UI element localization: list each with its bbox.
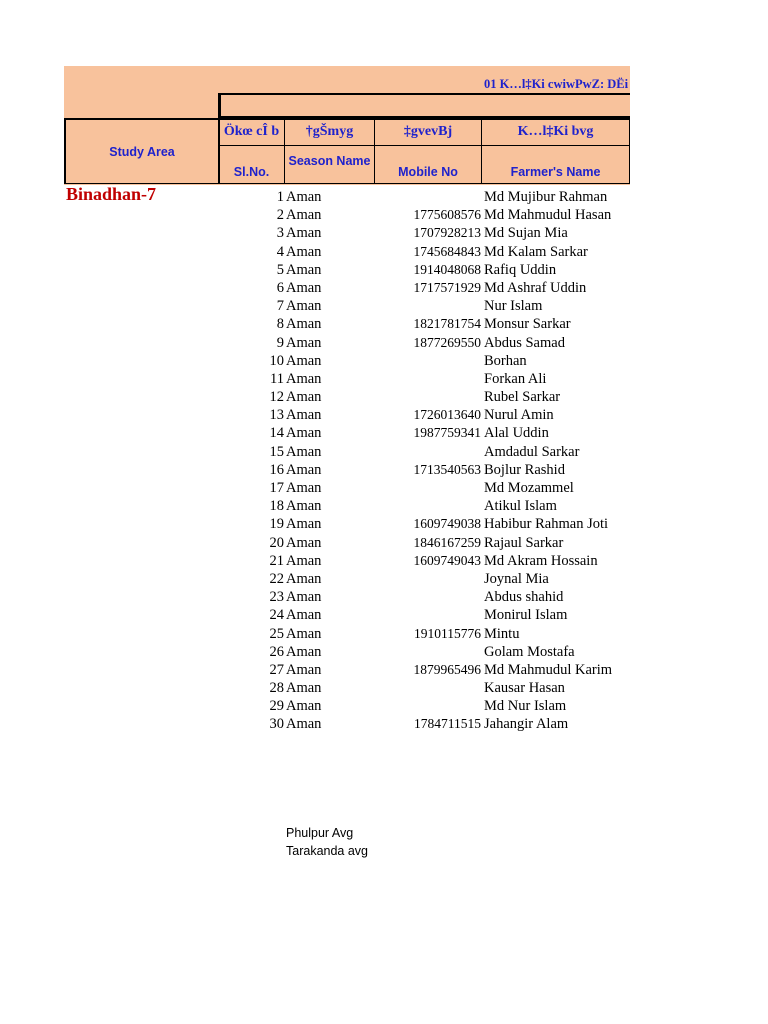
table-row[interactable] (0, 606, 768, 624)
farmer-name-cell[interactable]: Alal Uddin (484, 425, 549, 442)
farmer-name-cell[interactable]: Md Mahmudul Hasan (484, 207, 612, 224)
farmer-name-cell[interactable]: Md Akram Hossain (484, 552, 598, 569)
header-empty-cell[interactable] (219, 93, 630, 118)
table-row[interactable] (0, 552, 768, 570)
season-cell[interactable]: Aman (286, 425, 322, 442)
sl-cell[interactable]: 23 (269, 589, 284, 606)
sl-cell[interactable]: 12 (269, 389, 284, 406)
table-row[interactable] (0, 261, 768, 279)
table-row[interactable] (0, 679, 768, 697)
table-row[interactable] (0, 243, 768, 261)
mobile-cell[interactable]: 1609749038 (413, 516, 481, 532)
mobile-cell[interactable]: 1877269550 (413, 334, 481, 350)
farmer-table-body (0, 188, 768, 734)
table-row[interactable] (0, 443, 768, 461)
season-cell[interactable]: Aman (286, 352, 322, 369)
grid-line (219, 145, 630, 146)
season-cell[interactable]: Aman (286, 607, 322, 624)
tarakanda-avg-label: Tarakanda avg (286, 844, 369, 858)
sl-cell[interactable]: 8 (276, 316, 284, 333)
mobile-cell[interactable]: 1707928213 (413, 225, 481, 241)
table-row[interactable] (0, 334, 768, 352)
table-row[interactable] (0, 461, 768, 479)
season-cell[interactable]: Aman (286, 334, 322, 351)
sl-cell[interactable]: 29 (269, 698, 284, 715)
table-row[interactable] (0, 515, 768, 533)
mobile-cell[interactable]: 1879965496 (413, 661, 481, 677)
farmer-name-cell[interactable]: Monirul Islam (484, 607, 568, 624)
mobile-cell[interactable]: 1713540563 (413, 461, 481, 477)
season-cell[interactable]: Aman (286, 516, 322, 533)
mobile-cell[interactable]: 1987759341 (413, 425, 481, 441)
variety-label: Binadhan-7 (66, 184, 157, 204)
farmer-name-cell[interactable]: Jahangir Alam (484, 716, 569, 733)
sl-cell[interactable]: 9 (276, 334, 284, 351)
mobile-cell[interactable]: 1717571929 (413, 279, 481, 295)
farmer-name-cell[interactable]: Joynal Mia (484, 570, 549, 587)
season-cell[interactable]: Aman (286, 207, 322, 224)
mobile-cell[interactable]: 1821781754 (413, 316, 481, 332)
farmer-name-cell[interactable]: Kausar Hasan (484, 680, 565, 697)
farmer-name-cell[interactable]: Borhan (484, 352, 527, 369)
season-cell[interactable]: Aman (286, 552, 322, 569)
sl-cell[interactable]: 7 (276, 298, 284, 315)
sl-cell[interactable]: 2 (276, 207, 284, 224)
season-cell[interactable]: Aman (286, 298, 322, 315)
sl-cell[interactable]: 18 (269, 498, 284, 515)
table-row[interactable] (0, 697, 768, 715)
header-season: Season Name (288, 154, 371, 168)
sl-cell[interactable]: 25 (269, 625, 284, 642)
table-row[interactable] (0, 279, 768, 297)
sl-cell[interactable]: 15 (269, 443, 284, 460)
farmer-name-cell[interactable]: Mintu (484, 625, 520, 642)
farmer-name-cell[interactable]: Amdadul Sarkar (484, 443, 580, 460)
farmer-name-cell[interactable]: Md Nur Islam (484, 698, 567, 715)
farmer-name-cell[interactable]: Habibur Rahman Joti (484, 516, 609, 533)
season-cell[interactable]: Aman (286, 243, 322, 260)
season-cell[interactable]: Aman (286, 443, 322, 460)
sl-cell[interactable]: 22 (269, 570, 284, 587)
season-cell[interactable]: Aman (286, 643, 322, 660)
season-cell[interactable]: Aman (286, 316, 322, 333)
farmer-name-cell[interactable]: Bojlur Rashid (484, 461, 565, 478)
grid-line (629, 118, 630, 184)
sheet-title: 01 K…l‡Ki cwiwPwZ: DËi (484, 77, 629, 91)
farmer-name-cell[interactable]: Forkan Ali (484, 370, 547, 387)
table-row[interactable] (0, 479, 768, 497)
season-cell[interactable]: Aman (286, 661, 322, 678)
mobile-cell[interactable]: 1846167259 (413, 534, 481, 550)
season-cell[interactable]: Aman (286, 625, 322, 642)
farmer-name-cell[interactable]: Rafiq Uddin (484, 261, 557, 278)
sl-cell[interactable]: 28 (269, 680, 284, 697)
sl-cell[interactable]: 26 (269, 643, 284, 660)
season-cell[interactable]: Aman (286, 225, 322, 242)
farmer-name-cell[interactable]: Md Ashraf Uddin (484, 279, 587, 296)
sl-cell[interactable]: 17 (269, 480, 284, 496)
season-cell[interactable]: Aman (286, 698, 322, 715)
sl-cell[interactable]: 1 (276, 189, 284, 205)
farmer-name-cell[interactable]: Md Mozammel (484, 480, 574, 496)
farmer-name-cell[interactable]: Rubel Sarkar (484, 389, 561, 406)
table-row[interactable] (0, 625, 768, 643)
mobile-cell[interactable]: 1910115776 (414, 625, 481, 641)
farmer-name-cell[interactable]: Md Sujan Mia (484, 225, 568, 242)
table-row[interactable] (0, 497, 768, 515)
farmer-name-cell[interactable]: Md Kalam Sarkar (484, 243, 588, 260)
sl-cell[interactable]: 20 (269, 534, 284, 551)
study-area-header: Study Area (109, 144, 175, 159)
header-mobile-bn: ‡gvevBj (403, 124, 453, 139)
header-season-bn: †gŠmyg (305, 124, 354, 139)
table-row[interactable] (0, 370, 768, 388)
farmer-name-cell[interactable]: Golam Mostafa (484, 643, 575, 660)
header-sl: Sl.No. (233, 165, 270, 179)
season-cell[interactable]: Aman (286, 189, 322, 205)
mobile-cell[interactable]: 1775608576 (413, 207, 481, 223)
table-row[interactable] (0, 715, 768, 733)
season-cell[interactable]: Aman (286, 407, 322, 424)
sl-cell[interactable]: 4 (276, 243, 284, 260)
mobile-cell[interactable]: 1609749043 (413, 552, 481, 568)
season-cell[interactable]: Aman (286, 389, 322, 406)
season-cell[interactable]: Aman (286, 279, 322, 296)
header-mobile: Mobile No (398, 165, 458, 179)
farmer-name-cell[interactable]: Abdus Samad (484, 334, 565, 351)
farmer-name-cell[interactable]: Monsur Sarkar (484, 316, 571, 333)
farmer-name-cell[interactable]: Atikul Islam (484, 498, 557, 515)
table-row[interactable] (0, 643, 768, 661)
farmer-name-cell[interactable]: Rajaul Sarkar (484, 534, 564, 551)
table-row[interactable] (0, 588, 768, 606)
season-cell[interactable]: Aman (286, 534, 322, 551)
table-row[interactable] (0, 315, 768, 333)
sl-cell[interactable]: 3 (276, 225, 284, 242)
header-sl-bn: Ökœ cÎ b (223, 124, 280, 139)
table-row[interactable] (0, 534, 768, 552)
farmer-name-cell[interactable]: Abdus shahid (484, 589, 564, 606)
farmer-name-cell[interactable]: Nurul Amin (484, 407, 554, 424)
season-cell[interactable]: Aman (286, 480, 322, 496)
sl-cell[interactable]: 16 (269, 461, 284, 478)
season-cell[interactable]: Aman (286, 370, 322, 387)
table-row[interactable] (0, 352, 768, 370)
header-name-bn: K…l‡Ki bvg (517, 124, 594, 139)
season-cell[interactable]: Aman (286, 680, 322, 697)
header-farmer-name: Farmer's Name (510, 165, 601, 179)
farmer-name-cell[interactable]: Nur Islam (484, 298, 543, 315)
sl-cell[interactable]: 13 (269, 407, 284, 424)
table-row[interactable] (0, 206, 768, 224)
sl-cell[interactable]: 5 (276, 261, 284, 278)
sl-cell[interactable]: 14 (269, 425, 284, 442)
farmer-name-cell[interactable]: Md Mahmudul Karim (484, 661, 613, 678)
sl-cell[interactable]: 27 (269, 661, 284, 678)
table-row[interactable] (0, 297, 768, 315)
sl-cell[interactable]: 11 (270, 370, 284, 387)
table-row[interactable] (0, 224, 768, 242)
season-cell[interactable]: Aman (286, 498, 322, 515)
table-row[interactable] (0, 388, 768, 406)
footer-notes (286, 824, 368, 860)
table-row[interactable] (0, 570, 768, 588)
sl-cell[interactable]: 6 (276, 279, 284, 296)
season-cell[interactable]: Aman (286, 570, 322, 587)
sl-cell[interactable]: 21 (269, 552, 284, 569)
farmer-name-cell[interactable]: Md Mujibur Rahman (484, 189, 608, 205)
table-row[interactable] (0, 188, 768, 206)
sl-cell[interactable]: 30 (269, 716, 284, 733)
mobile-cell[interactable]: 1914048068 (413, 261, 481, 277)
season-cell[interactable]: Aman (286, 716, 322, 733)
table-row[interactable] (0, 424, 768, 442)
season-cell[interactable]: Aman (286, 261, 322, 278)
phulpur-avg-label: Phulpur Avg (286, 826, 354, 840)
mobile-cell[interactable]: 1745684843 (413, 243, 481, 259)
table-row[interactable] (0, 406, 768, 424)
season-cell[interactable]: Aman (286, 589, 322, 606)
mobile-cell[interactable]: 1726013640 (413, 407, 481, 423)
sl-cell[interactable]: 10 (269, 352, 284, 369)
table-row[interactable] (0, 661, 768, 679)
sl-cell[interactable]: 24 (269, 607, 284, 624)
season-cell[interactable]: Aman (286, 461, 322, 478)
mobile-cell[interactable]: 1784711515 (414, 716, 481, 732)
sl-cell[interactable]: 19 (269, 516, 284, 533)
